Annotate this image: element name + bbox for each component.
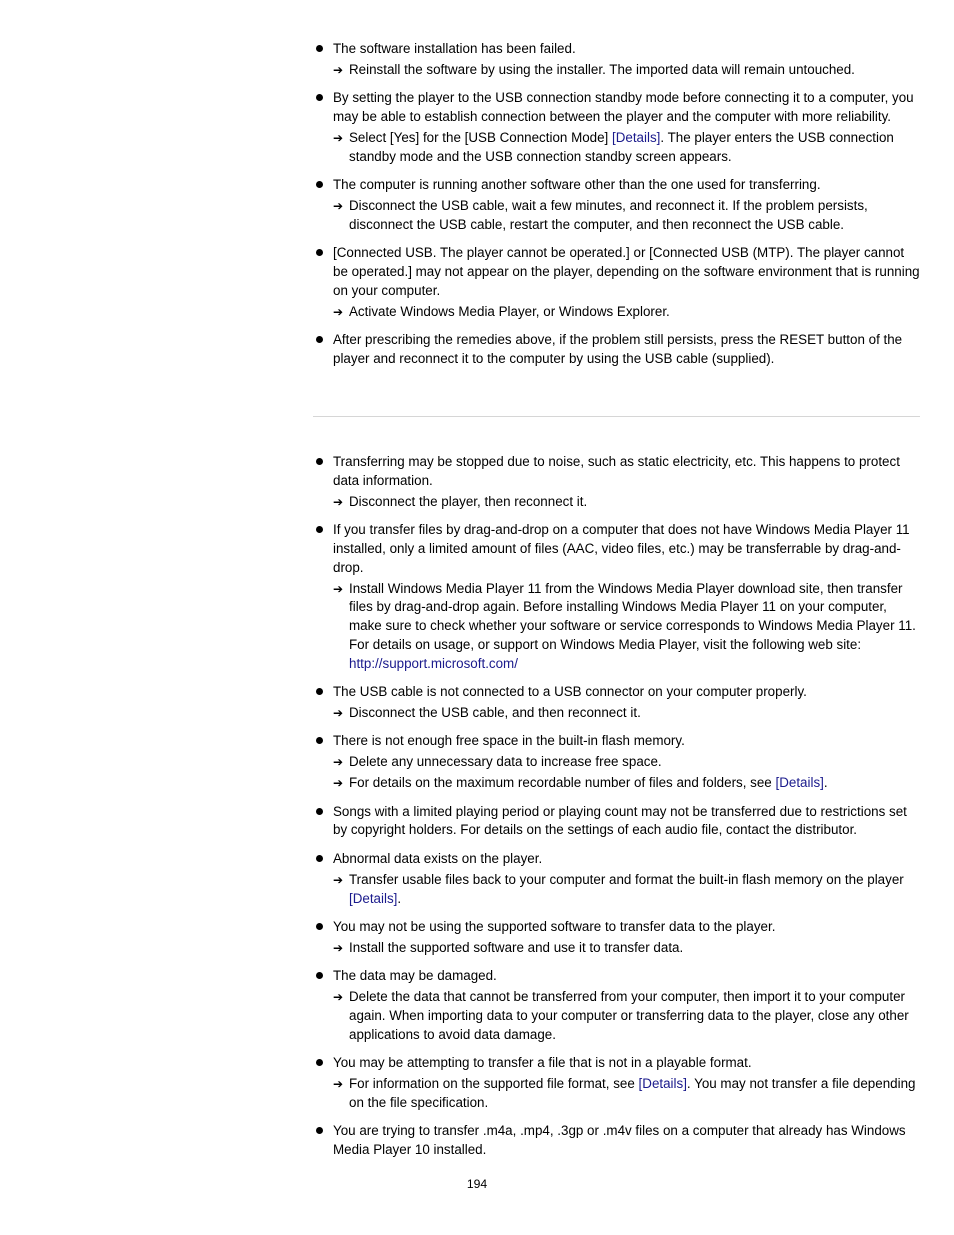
cause-item — [313, 40, 921, 80]
cause-text: After prescribing the remedies above, if the problem still persists, press the RESET button of the player and reconnect it to the computer by using the USB cable (supplied). — [333, 332, 903, 366]
remedy-item — [333, 988, 921, 1044]
arrow-right-icon: ➔ — [333, 776, 344, 791]
arrow-right-icon: ➔ — [333, 62, 344, 77]
arrow-right-icon: ➔ — [333, 494, 344, 509]
cause-item — [313, 803, 921, 841]
remedy-text: . The player enters the USB connection standby mode and the USB connection standby screen appears. — [349, 130, 894, 164]
cause-item — [313, 244, 921, 321]
remedy-text: Delete any unnecessary data to increase free space. — [349, 754, 662, 770]
cause-list — [313, 453, 921, 1160]
remedy-item — [333, 61, 921, 80]
web-link[interactable]: http://support.microsoft.com/ — [349, 655, 518, 671]
cause-text: Abnormal data exists on the player. — [333, 850, 543, 866]
arrow-right-icon: ➔ — [333, 131, 344, 146]
arrow-right-icon: ➔ — [333, 940, 344, 955]
page-number: 194 — [466, 1177, 488, 1191]
cause-item — [313, 967, 921, 1044]
remedy-item — [333, 871, 921, 909]
details-link[interactable]: [Details] — [349, 890, 398, 906]
remedy-item — [333, 129, 921, 167]
remedy-item — [333, 580, 921, 674]
cause-text: Transferring may be stopped due to noise, such as static electricity, etc. This happens to protect data information. — [333, 454, 900, 488]
remedy-text: Disconnect the USB cable, wait a few minutes, and reconnect it. If the problem persists, disconnect the USB cable, restart the computer, and then reconnect the USB cable. — [349, 198, 868, 232]
arrow-right-icon: ➔ — [333, 706, 344, 721]
cause-item — [313, 683, 921, 723]
remedy-text: Select [Yes] for the [USB Connection Mode] — [349, 130, 612, 146]
cause-text: Songs with a limited playing period or playing count may not be transferred due to restrictions set by copyright holders. For details on the settings of each audio file, contact the distributor. — [333, 803, 907, 838]
cause-list — [313, 40, 921, 369]
remedy-text: Disconnect the USB cable, and then reconnect it. — [349, 705, 641, 721]
cause-text: [Connected USB. The player cannot be operated.] or [Connected USB (MTP). The player cannot be operated.] may not appear on the player, depending on the software environment that is running on your computer. — [333, 245, 920, 298]
cause-item — [313, 732, 921, 793]
remedy-text: For information on the supported file format, see — [349, 1076, 639, 1091]
remedy-item — [333, 197, 921, 235]
cause-text: You are trying to transfer .m4a, .mp4, .3gp or .m4v files on a computer that already has Windows Media Player 10 installed. — [333, 1123, 906, 1157]
arrow-right-icon: ➔ — [333, 990, 344, 1005]
remedy-text: Reinstall the software by using the installer. The imported data will remain untouched. — [349, 61, 855, 77]
cause-text: There is not enough free space in the built-in flash memory. — [333, 733, 685, 749]
remedy-item — [333, 303, 921, 322]
cause-item — [313, 1054, 921, 1113]
cause-item — [313, 918, 921, 958]
arrow-right-icon: ➔ — [333, 199, 344, 214]
arrow-right-icon: ➔ — [333, 1077, 344, 1091]
remedy-text: Activate Windows Media Player, or Windows Explorer. — [349, 303, 670, 319]
cause-text: By setting the player to the USB connection standby mode before connecting it to a computer, you may be able to establish connection between the player and the computer with more reliability. — [333, 90, 914, 125]
cause-text: The software installation has been failed. — [333, 41, 576, 56]
remedy-item — [333, 774, 921, 793]
remedy-text: . — [397, 890, 402, 906]
arrow-right-icon: ➔ — [333, 304, 344, 319]
remedy-item — [333, 753, 921, 772]
cause-item — [313, 331, 921, 369]
details-link[interactable]: [Details] — [638, 1076, 687, 1091]
remedy-text: Install the supported software and use it to transfer data. — [349, 939, 684, 955]
details-link[interactable]: [Details] — [612, 130, 661, 146]
cause-item — [313, 453, 921, 512]
remedy-item — [333, 704, 921, 723]
arrow-right-icon: ➔ — [333, 581, 344, 596]
details-link[interactable]: [Details] — [775, 775, 824, 791]
remedy-text: Transfer usable files back to your computer and format the built-in flash memory on the player — [349, 871, 904, 887]
cause-item — [313, 521, 921, 674]
remedy-text: . You may not transfer a file depending on the file specification. — [349, 1076, 916, 1110]
cause-text: The data may be damaged. — [333, 968, 497, 984]
remedy-text: Install Windows Media Player 11 from the Windows Media Player download site, then transfer files by drag-and-drop again. Before installing Windows Media Player 11 on your computer, make sure to check whether your software or service corresponds to Windows Media Player 11. For details on usage, or support on Windows Media Player, visit the following web site: — [349, 580, 916, 653]
remedy-text: . — [823, 775, 828, 791]
cause-item — [313, 850, 921, 909]
section-divider — [313, 416, 920, 417]
cause-text: You may not be using the supported software to transfer data to the player. — [333, 918, 776, 934]
troubleshooting-section-transfer — [313, 453, 921, 1169]
cause-text: The computer is running another software other than the one used for transferring. — [333, 177, 821, 193]
cause-item — [313, 1122, 921, 1160]
troubleshooting-section-usb-connection — [313, 40, 921, 378]
remedy-item — [333, 493, 921, 512]
cause-item — [313, 89, 921, 166]
remedy-item — [333, 1075, 921, 1113]
remedy-text: For details on the maximum recordable number of files and folders, see — [349, 775, 776, 791]
cause-item — [313, 176, 921, 235]
remedy-item — [333, 939, 921, 958]
arrow-right-icon: ➔ — [333, 755, 344, 770]
cause-text: If you transfer files by drag-and-drop on a computer that does not have Windows Media Player 11 installed, only a limited amount of files (AAC, video files, etc.) may be transferrable by drag-and-drop. — [333, 522, 910, 575]
arrow-right-icon: ➔ — [333, 872, 344, 887]
remedy-text: Disconnect the player, then reconnect it. — [349, 493, 588, 509]
cause-text: You may be attempting to transfer a file that is not in a playable format. — [333, 1055, 752, 1071]
cause-text: The USB cable is not connected to a USB connector on your computer properly. — [333, 684, 807, 700]
remedy-text: Delete the data that cannot be transferred from your computer, then import it to your computer again. When importing data to your computer or transferring data to the player, close any other applications to avoid data damage. — [349, 989, 909, 1042]
